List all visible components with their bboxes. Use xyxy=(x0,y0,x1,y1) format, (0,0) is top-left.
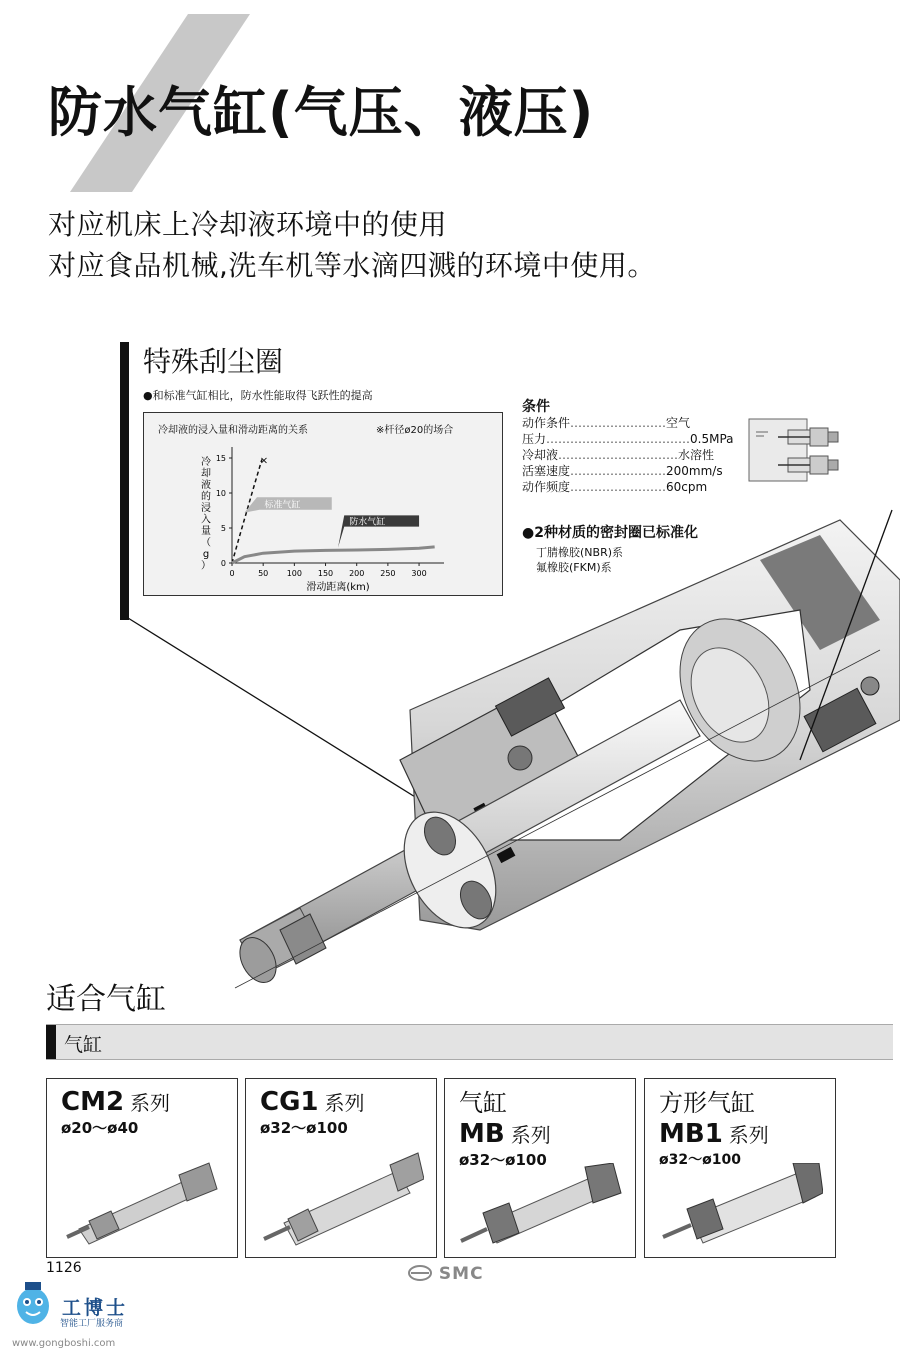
page-number: 1126 xyxy=(46,1260,82,1276)
x-tick-label: 50 xyxy=(258,569,269,578)
x-tick-label: 250 xyxy=(380,569,396,578)
seal-item: 丁腈橡胶(NBR)系 xyxy=(536,546,624,559)
x-tick-label: 200 xyxy=(349,569,365,578)
condition-row: 活塞速度……………………200mm/s xyxy=(522,464,723,478)
conditions-title: 条件 xyxy=(522,399,550,415)
y-tick-label: 10 xyxy=(215,489,226,498)
subtitle-line-1: 对应机床上冷却液环境中的使用 xyxy=(48,208,448,241)
special-wiper-title: 特殊刮尘圈 xyxy=(143,345,284,378)
card-model-name: CM2 系列 xyxy=(61,1087,171,1117)
cylinder-product-image xyxy=(59,1149,225,1249)
subtitle-line-2: 对应食品机械,洗车机等水滴四溅的环境中使用。 xyxy=(48,249,656,282)
smc-logo-icon xyxy=(408,1265,432,1281)
watermark-name: 工博士 xyxy=(62,1297,129,1319)
product-card-mb1[interactable] xyxy=(644,1078,836,1258)
x-axis-label: 滑动距离(km) xyxy=(306,582,370,593)
card-prefix: 气缸 xyxy=(459,1089,507,1117)
cylinder-product-image xyxy=(457,1163,623,1253)
x-tick-label: 100 xyxy=(286,569,302,578)
condition-row: 冷却液…………………………水溶性 xyxy=(522,448,715,462)
condition-row: 动作频度……………………60cpm xyxy=(522,480,708,494)
watermark-tagline: 智能工厂服务商 xyxy=(60,1319,124,1329)
product-card-cm2[interactable] xyxy=(46,1078,238,1258)
product-card-mb[interactable] xyxy=(444,1078,636,1258)
card-bore-range: ø20～ø40 xyxy=(61,1119,139,1137)
robot-mascot-icon xyxy=(8,1276,58,1336)
seal-item: 氟橡胶(FKM)系 xyxy=(536,561,612,574)
condition-row: 压力………………………………0.5MPa xyxy=(522,432,734,446)
y-tick-label: 15 xyxy=(215,454,226,463)
chart-note: ※杆径ø20的场合 xyxy=(376,425,454,436)
page-title: 防水气缸(气压、液压) xyxy=(48,81,595,144)
card-model-name: MB 系列 xyxy=(459,1119,551,1149)
series-end-marker: × xyxy=(259,455,269,467)
cylinder-product-image xyxy=(258,1149,424,1249)
fit-cylinders-title: 适合气缸 xyxy=(46,982,166,1017)
band-mark xyxy=(46,1025,56,1059)
brand-logo: SMC xyxy=(408,1264,484,1284)
special-wiper-note: ●和标准气缸相比，防水性能取得飞跃性的提高 xyxy=(143,389,373,402)
y-tick-label: 5 xyxy=(220,524,226,533)
card-bore-range: ø32～ø100 xyxy=(459,1151,547,1169)
card-model-name: CG1 系列 xyxy=(260,1087,365,1117)
category-band-label: 气缸 xyxy=(64,1034,103,1056)
card-prefix: 方形气缸 xyxy=(659,1089,755,1117)
series-standard-label: 标准气缸 xyxy=(264,500,301,511)
cylinder-product-image xyxy=(657,1163,823,1253)
card-model-name: MB1 系列 xyxy=(659,1119,769,1149)
chart-title: 冷却液的浸入量和滑动距离的关系 xyxy=(158,425,308,436)
category-band xyxy=(46,1024,893,1060)
x-tick-label: 150 xyxy=(317,569,334,578)
x-tick-label: 300 xyxy=(411,569,427,578)
product-card-cg1[interactable] xyxy=(245,1078,437,1258)
card-bore-range: ø32～ø100 xyxy=(659,1152,741,1168)
test-setup-diagram xyxy=(748,418,844,484)
seal-title: ●2种材质的密封圈已标准化 xyxy=(522,525,698,541)
y-tick-label: 0 xyxy=(220,559,226,568)
card-bore-range: ø32～ø100 xyxy=(260,1119,348,1137)
y-axis-label: 冷却液的浸入量（ g ） xyxy=(201,457,211,572)
series-waterproof-label: 防水气缸 xyxy=(349,517,386,528)
cylinder-cutaway-illustration xyxy=(120,500,900,1000)
watermark-url: www.gongboshi.com xyxy=(12,1338,116,1349)
condition-row: 动作条件……………………空气 xyxy=(522,416,691,430)
x-tick-label: 0 xyxy=(229,569,235,578)
